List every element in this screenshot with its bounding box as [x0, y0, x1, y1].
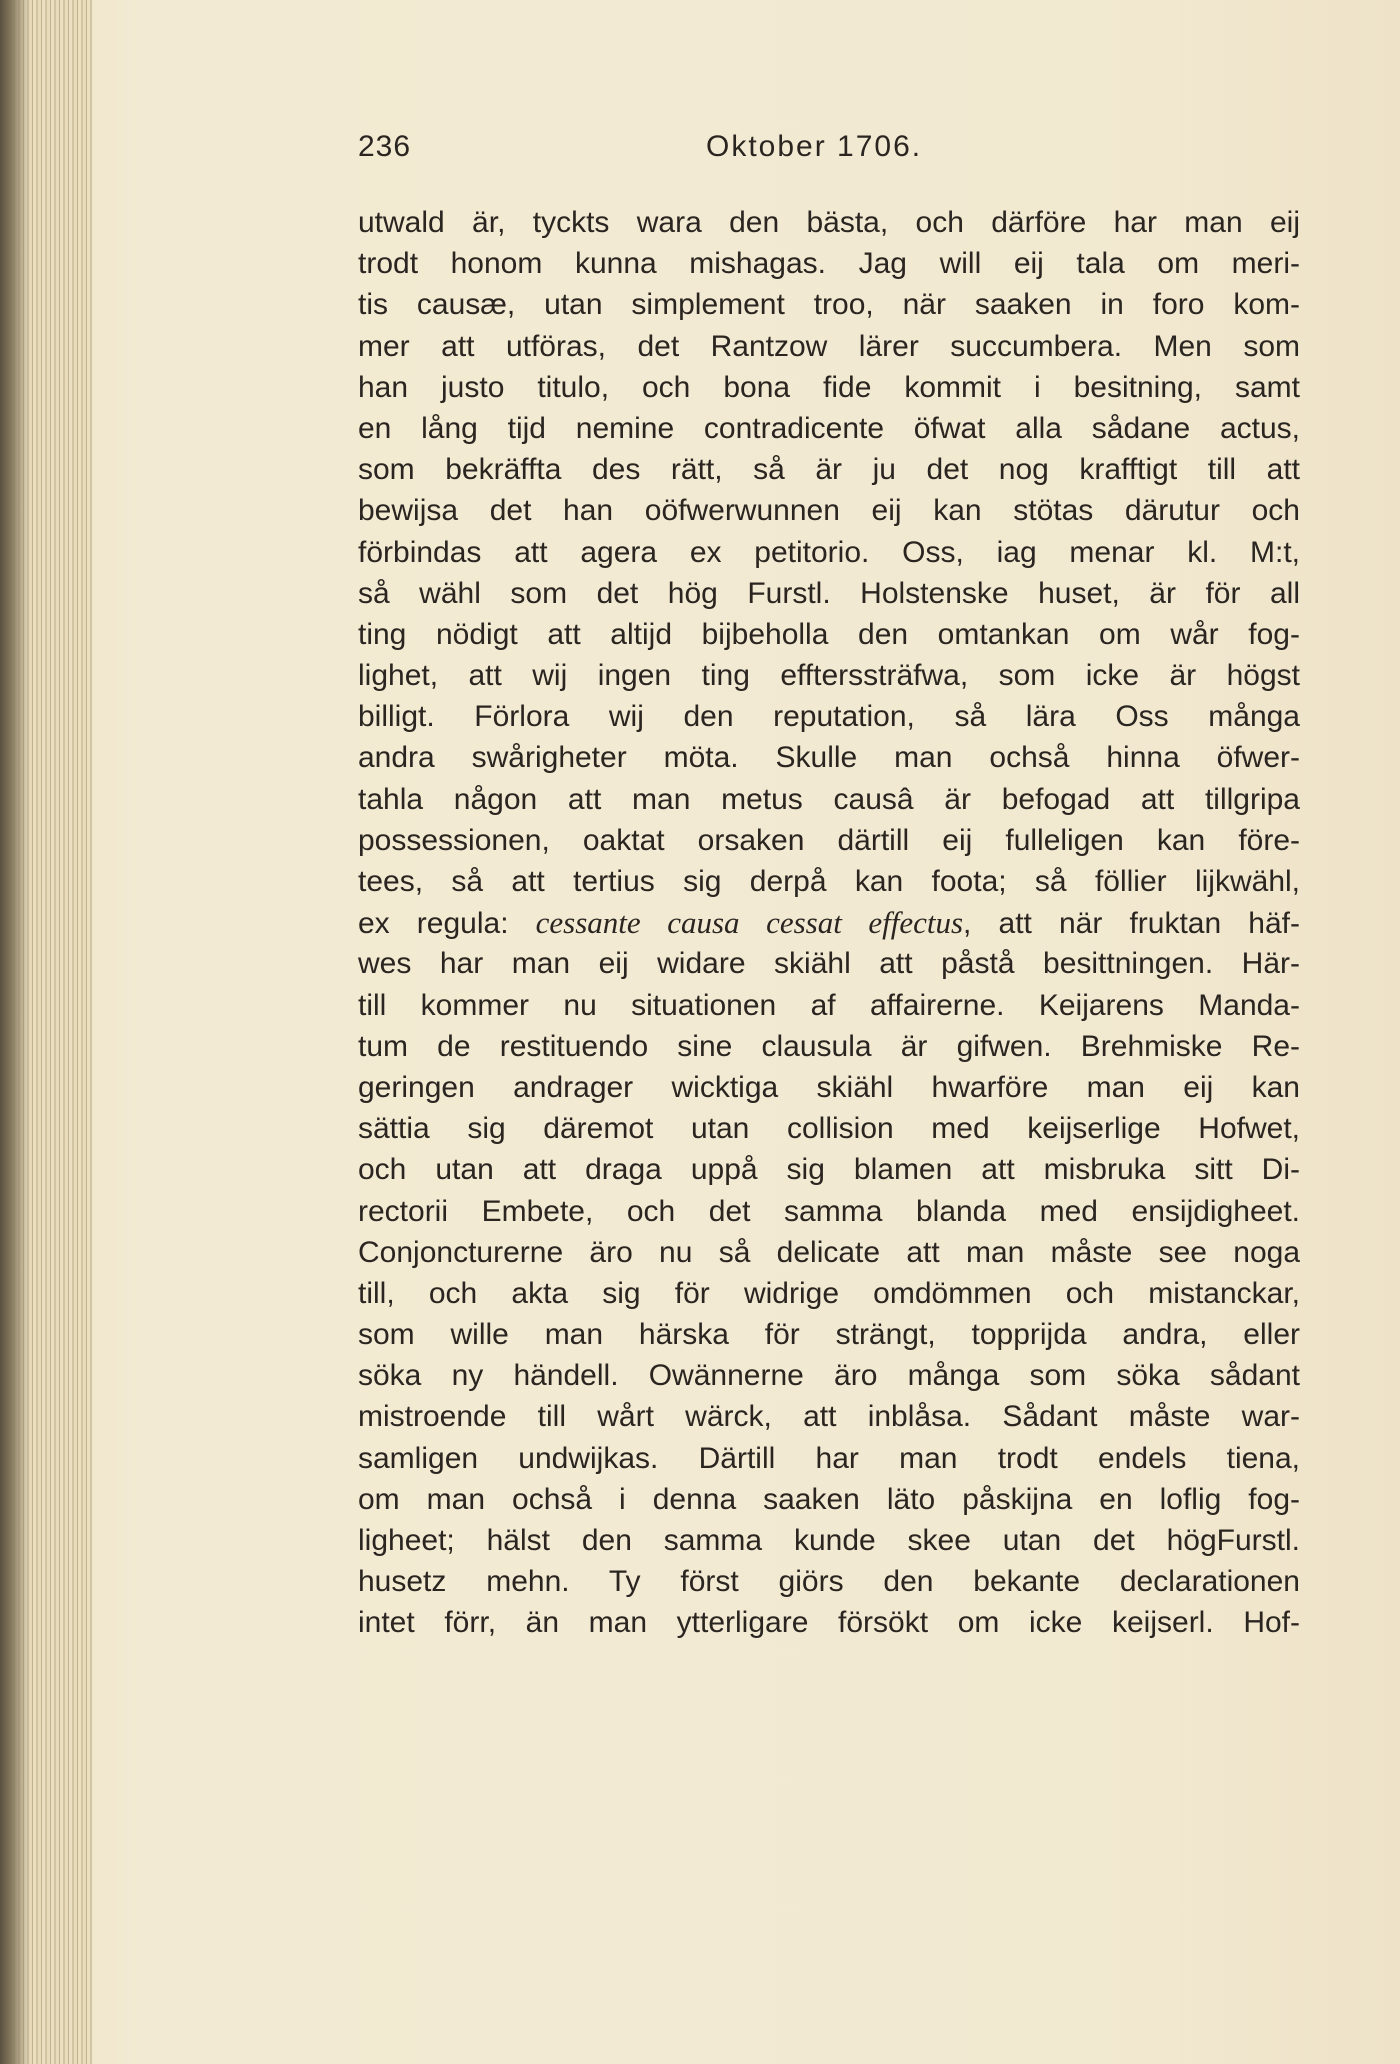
- text-line: billigt. Förlora wij den reputation, så lära Oss många: [358, 700, 1300, 734]
- text-line: lighet, att wij ingen ting effterssträfwa, som icke är högst: [358, 659, 1300, 693]
- text-line: som bekräffta des rätt, så är ju det nog krafftigt till att: [358, 453, 1300, 487]
- running-title: Oktober 1706.: [706, 130, 923, 163]
- text-line: andra swårigheter möta. Skulle man ochså hinna öfwer-: [358, 741, 1300, 775]
- text-line: mer att utföras, det Rantzow lärer succumbera. Men som: [358, 329, 1300, 363]
- text-line: en lång tijd nemine contradicente öfwat alla sådane actus,: [358, 411, 1300, 445]
- text-line: tees, så att tertius sig derpå kan foota; så föllier lijkwähl,: [358, 865, 1300, 898]
- text-line: tahla någon att man metus causâ är befogad att tillgripa: [358, 782, 1300, 816]
- page-header: [358, 130, 1298, 180]
- text-segment: ex regula:: [358, 907, 536, 941]
- text-line: till kommer nu situationen af affairerne. Keijarens Manda-: [358, 988, 1300, 1022]
- text-line: tis causæ, utan simplement troo, när saaken in foro kom-: [358, 288, 1300, 322]
- text-line: rectorii Embete, och det samma blanda med ensijdigheet.: [358, 1194, 1300, 1228]
- text-line: bewijsa det han oöfwerwunnen eij kan stötas därutur och: [358, 494, 1300, 528]
- text-line: intet förr, än man ytterligare försökt om icke keijserl. Hof-: [358, 1606, 1300, 1640]
- text-line: söka ny händell. Owännerne äro många som söka sådant: [358, 1359, 1300, 1393]
- page-number: 236: [358, 130, 412, 163]
- text-line: om man ochså i denna saaken läto påskijna en loflig fog-: [358, 1482, 1300, 1516]
- text-line: mistroende till wårt wärck, att inblåsa. Sådant måste war-: [358, 1400, 1300, 1434]
- text-segment: , att när fruktan häf-: [963, 907, 1300, 941]
- text-line: tum de restituendo sine clausula är gifwen. Brehmiske Re-: [358, 1029, 1300, 1063]
- text-line: sättia sig däremot utan collision med keijserlige Hofwet,: [358, 1112, 1300, 1146]
- italic-phrase: cessante causa cessat effectus: [535, 905, 964, 941]
- text-line: ligheet; hälst den samma kunde skee utan det högFurstl.: [358, 1524, 1300, 1557]
- text-line: husetz mehn. Ty först giörs den bekante declarationen: [358, 1565, 1300, 1599]
- body-text: [358, 202, 1300, 1644]
- text-line: och utan att draga uppå sig blamen att misbruka sitt Di-: [358, 1153, 1300, 1187]
- text-line: utwald är, tyckts wara den bästa, och därföre har man eij: [358, 206, 1300, 239]
- text-line: han justo titulo, och bona fide kommit i besitning, samt: [358, 370, 1300, 404]
- text-line: som wille man härska för strängt, topprijda andra, eller: [358, 1318, 1300, 1352]
- text-line: ting nödigt att altijd bijbeholla den omtankan om wår fog-: [358, 617, 1300, 651]
- text-line: till, och akta sig för widrige omdömmen och mistanckar,: [358, 1276, 1300, 1310]
- text-line: Conjoncturerne äro nu så delicate att man måste see noga: [358, 1235, 1300, 1269]
- text-line: possessionen, oaktat orsaken därtill eij fulleligen kan före-: [358, 823, 1300, 857]
- text-line: trodt honom kunna mishagas. Jag will eij tala om meri-: [358, 247, 1300, 281]
- text-line: geringen andrager wicktiga skiähl hwarföre man eij kan: [358, 1070, 1300, 1104]
- text-line: förbindas att agera ex petitorio. Oss, iag menar kl. M:t,: [358, 535, 1300, 569]
- gutter-shadow: [0, 0, 30, 2064]
- text-line: så wähl som det hög Furstl. Holstenske huset, är för all: [358, 576, 1300, 610]
- text-line: [358, 902, 1300, 943]
- text-line: samligen undwijkas. Därtill har man trodt endels tiena,: [358, 1441, 1300, 1475]
- text-line: wes har man eij widare skiähl att påstå besittningen. Här-: [358, 947, 1300, 981]
